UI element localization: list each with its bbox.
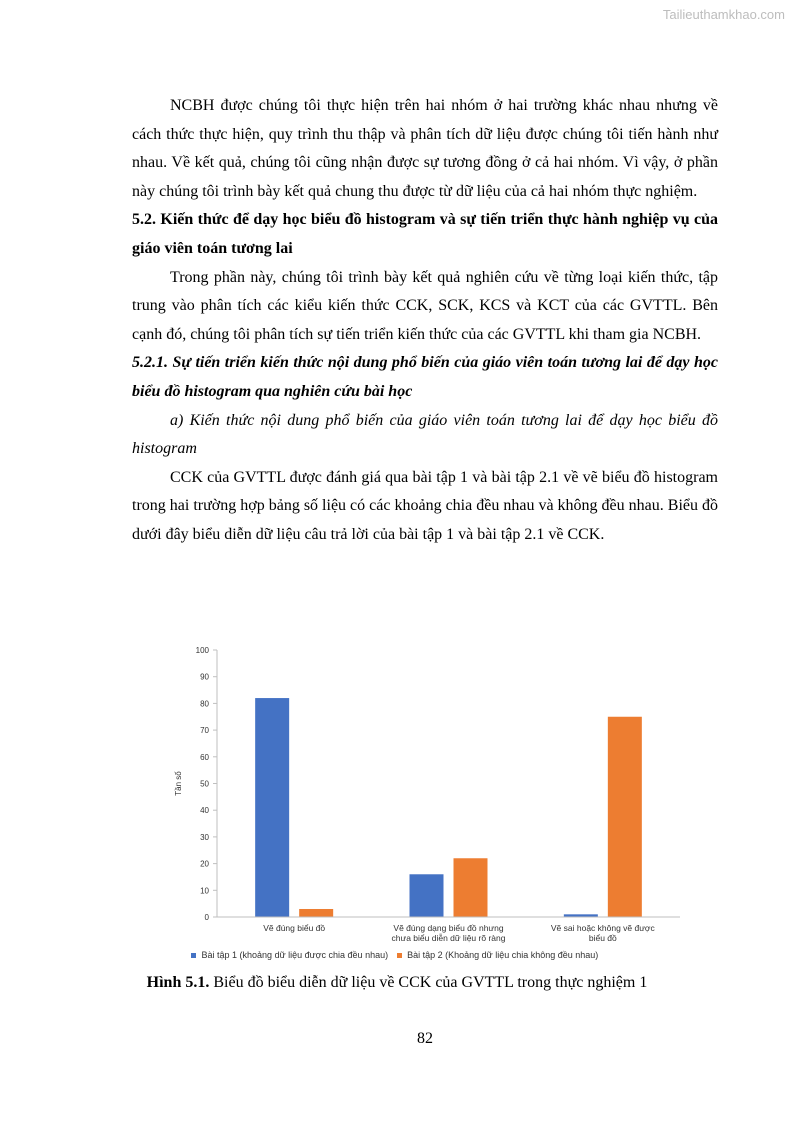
figure-caption-text: Biểu đồ biểu diễn dữ liệu về CCK của GVTTL trong thực nghiệm 1 — [209, 974, 648, 991]
legend-label-series-1: Bài tập 1 (khoảng dữ liệu được chia đều nhau) — [201, 950, 389, 960]
x-tick-label: Vẽ đúng dạng biểu đồ nhưng — [393, 923, 504, 933]
x-tick-label: Vẽ sai hoặc không vẽ được — [550, 923, 655, 933]
bar-2-cat-3 — [608, 717, 642, 917]
y-axis-label: Tần số — [174, 771, 183, 796]
x-tick-label: Vẽ đúng biểu đồ — [263, 923, 326, 933]
legend-label-series-2: Bài tập 2 (Khoảng dữ liệu chia không đều nhau) — [407, 950, 599, 960]
y-tick-label: 60 — [200, 752, 209, 762]
chart-legend — [191, 950, 604, 960]
legend-item-series-1 — [191, 950, 388, 960]
figure-caption-label: Hình 5.1. — [146, 974, 210, 991]
page-number: 82 — [417, 1030, 433, 1047]
subsection-heading-5-2-1: 5.2.1. Sự tiến triển kiến thức nội dung phổ biến của giáo viên toán tương lai để dạy học biểu đồ histogram qua nghiên cứu bài học — [132, 354, 718, 400]
chart-canvas — [165, 640, 695, 950]
page-body — [132, 92, 718, 550]
bar-chart — [165, 640, 695, 970]
y-tick-label: 50 — [200, 779, 209, 789]
x-tick-label: biểu đồ — [588, 933, 617, 943]
y-tick-label: 100 — [195, 646, 209, 655]
legend-swatch-series-2 — [397, 953, 402, 958]
bar-2-cat-1 — [299, 909, 333, 917]
watermark: Tailieuthamkhao.com — [662, 7, 785, 22]
figure-caption — [0, 974, 794, 992]
y-tick-label: 30 — [200, 832, 209, 842]
y-tick-label: 40 — [200, 806, 209, 816]
paragraph-intro: NCBH được chúng tôi thực hiện trên hai nhóm ở hai trường khác nhau nhưng về cách thức thực hiện, quy trình thu thập và phân tích dữ liệu được chúng tôi tiến hành như nhau. Về kết quả, chúng tôi cũng nhận được sự tương đồng ở cả hai nhóm. Vì vậy, ở phần này chúng tôi trình bày kết quả chung thu được từ dữ liệu của cả hai nhóm thực nghiệm. — [132, 97, 718, 200]
paragraph-cck: CCK của GVTTL được đánh giá qua bài tập 1 và bài tập 2.1 về vẽ biểu đồ histogram trong hai trường hợp bảng số liệu có các khoảng chia đều nhau và không đều nhau. Biểu đồ dưới đây biểu diễn dữ liệu câu trả lời của bài tập 1 và bài tập 2.1 về CCK. — [132, 468, 718, 543]
section-heading-5-2: 5.2. Kiến thức để dạy học biểu đồ histogram và sự tiến triển thực hành nghiệp vụ của giáo viên toán tương lai — [132, 211, 718, 257]
y-tick-label: 0 — [204, 913, 209, 922]
x-tick-label: chưa biểu diễn dữ liệu rõ ràng — [391, 933, 506, 943]
legend-item-series-2 — [397, 950, 599, 960]
paragraph-section-overview: Trong phần này, chúng tôi trình bày kết quả nghiên cứu về từng loại kiến thức, tập trung vào phân tích các kiểu kiến thức CCK, SCK, KCS và KCT của các GVTTL. Bên cạnh đó, chúng tôi phân tích sự tiến triển kiến thức của các GVTTL khi tham gia NCBH. — [132, 268, 718, 343]
subheading-a: a) Kiến thức nội dung phổ biến của giáo viên toán tương lai để dạy học biểu đồ histogram — [132, 411, 718, 458]
y-tick-label: 20 — [200, 859, 209, 869]
y-tick-label: 80 — [200, 699, 209, 709]
y-tick-label: 70 — [200, 726, 209, 736]
y-tick-label: 90 — [200, 672, 209, 682]
bar-1-cat-2 — [410, 874, 444, 917]
legend-swatch-series-1 — [191, 953, 196, 958]
bar-1-cat-1 — [255, 698, 289, 917]
y-tick-label: 10 — [200, 886, 209, 896]
bar-2-cat-2 — [454, 858, 488, 917]
